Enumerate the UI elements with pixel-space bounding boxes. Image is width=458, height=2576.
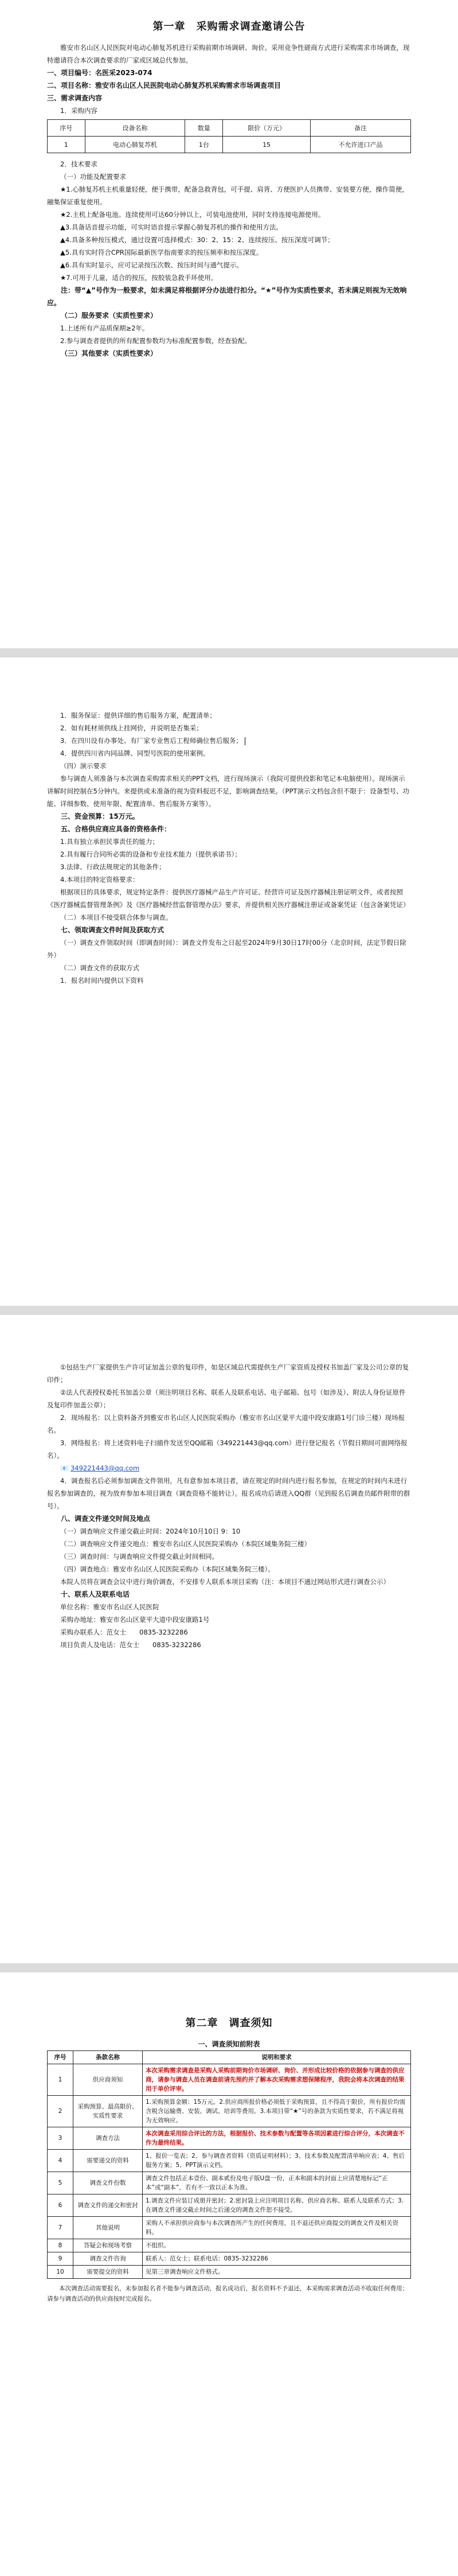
table-cell: 调查文件份数 xyxy=(73,2172,143,2194)
table-row xyxy=(48,2064,411,2096)
table-cell: 8 xyxy=(48,2239,73,2252)
list-item: ▲6.具有实时显示，应可记录按压次数、按压时间与通气提示。 xyxy=(60,261,243,269)
table-cell: 1.采购预算金额：15万元。2.供应商所报价格必须低于采购预算，且不得高于限价，所有报价均需含税含运输费、安装、调试、培训等费用。3.本项目带“★”号的条款为实质性要求，若不满足将视为无效响应。 xyxy=(143,2096,411,2127)
list-item: （一）调查响应文件递交截止时间：2024年10月10日 9：10 xyxy=(60,1527,241,1535)
project-name: 二、项目名称：雅安市名山区人民医院电动心肺复苏机采购需求市场调查项目 xyxy=(47,81,281,90)
table-row xyxy=(48,2150,411,2172)
list-item: 2．如有耗材须供线上挂网价，并说明是否集采； xyxy=(60,724,203,732)
table-cell: 需要提交的资料 xyxy=(73,2266,143,2279)
list-item: ②法人代表授权委托书加盖公章（须注明项目名称、联系人及联系电话、电子邮箱、包号（如涉及）、附法人身份证原件及复印件加盖公章）； xyxy=(47,1388,406,1409)
list-item: （一）功能及配置要求 xyxy=(60,173,126,181)
list-item: ★1.心肺复苏机主机重量轻便，便于携带，配备急救背包，可手提、肩背、方便医护人员携带、安装要方便，操作简便，融集保证重复使用。 xyxy=(47,185,409,206)
table-header-cell: 备注 xyxy=(311,120,411,137)
table-header-cell: 限价（万元） xyxy=(223,120,311,137)
list-item: （二）调查文件的获取方式 xyxy=(60,964,139,972)
table-title: 一、调查须知前附表 xyxy=(198,2040,260,2048)
table-row xyxy=(48,2127,411,2150)
list-item: ①包括生产厂家提供生产许可证加盖公章的复印件，如是区域总代需提供生产厂家资质及授权书加盖厂家及公司公章的复印件； xyxy=(47,1363,409,1384)
document-page-4 xyxy=(0,1972,458,2576)
procurement-table xyxy=(47,119,411,153)
table-cell: 需要递交的资料 xyxy=(73,2150,143,2172)
table-header-row xyxy=(48,2051,411,2064)
section-heading: 十、联系人及联系电话 xyxy=(61,1590,130,1598)
footer-note: 本次调查活动需要报名，未参加报名者不能参与调查活动，报名成功后，报名资料不予退还，本采购需求调查活动不收取任何费用；请参与调查活动的供应商按时完成报名。 xyxy=(47,2285,408,2302)
list-item: （二）本项目不接受联合体参与调查。 xyxy=(60,913,173,921)
intro-paragraph: 雅安市名山区人民医院对电动心肺复苏机进行采购前期市场调研、询价。采用竞争性磋商方式进行采购需求市场调查，现特邀请符合本次调查要求的厂家或区域总代参加。 xyxy=(47,44,410,64)
table-cell: 1、报价一览表；2、参与调查者资料（资质证明材料）；3、技术参数及配置清单响应表；4、售后服务方案；5、PPT演示文档。 xyxy=(143,2150,411,2172)
list-item: （三）调查时间：与调查响应文件提交截止时间相同。 xyxy=(60,1552,218,1561)
section-heading: 七、领取调查文件时间及获取方式 xyxy=(61,926,165,934)
list-item: 3.法律、行政法规规定的其他条件； xyxy=(60,863,166,871)
table-cell: 5 xyxy=(48,2172,73,2194)
demo-paragraph: 参与调查人须准备与本次调查采购需求相关的PPT文档，进行现场演示（我院可提供投影和笔记本电脑使用）。现场演示讲解时间控制在5分钟内。来提供或未准备的视为资料报迟不足，影响调查结果。（PPT演示文档包含但不限于：设备型号、功能、详细参数、使用年限、配置清单、售后服务方案等）。 xyxy=(47,775,409,808)
table-row xyxy=(48,2239,411,2252)
section-heading: 八、调查文件递交时间及地点 xyxy=(61,1515,151,1523)
list-item: 1．服务保证：提供详细的售后服务方案，配置清单； xyxy=(60,711,216,719)
table-cell: 调查文件包括正本壹份、副本贰份及电子版U盘一份，正本和副本的封面上应清楚地标记“正本”或“副本”，若有不一致以正本为准。 xyxy=(143,2172,411,2194)
table-cell: 1 xyxy=(48,137,85,153)
table-cell: 调查文件的递交和密封 xyxy=(73,2194,143,2217)
table-cell: 调查方法 xyxy=(73,2127,143,2150)
subsection-heading: （三）其他要求（实质性要求） xyxy=(61,349,158,357)
table-header-cell: 条款名称 xyxy=(73,2051,143,2064)
document-page-3 xyxy=(0,1315,458,1963)
requirement-note: 注：带“▲”号作为一般要求，如未满足将根据评分办法进行扣分。“★”号作为实质性要求，若未满足则视为无效响应。 xyxy=(47,286,407,307)
list-item: 4.本项目的特定资格要求： xyxy=(60,875,139,884)
table-cell: 15 xyxy=(223,137,311,153)
list-item: 1.上述所有产品质保期≥2年。 xyxy=(60,324,149,332)
table-cell: 采购预算、最高限价、实质性要求 xyxy=(73,2096,143,2127)
table-cell: 4 xyxy=(48,2150,73,2172)
table-row xyxy=(48,2096,411,2127)
table-cell: 答疑会和现场考察 xyxy=(73,2239,143,2252)
list-item: 1.具有独立承担民事责任的能力； xyxy=(60,838,159,846)
qualification-paragraph: 根据项目的具体要求，规定特定条件：提供医疗器械产品生产许可证、经营许可证及医疗器械注册证明文件，或者按照《医疗器械监督管理条例》及《医疗器械经营监督管理办法》要求，并提供相关医疗器械注册证或备案凭证（包含备案凭证） xyxy=(47,888,410,909)
table-header-cell: 设备名称 xyxy=(85,120,185,137)
table-cell: 9 xyxy=(48,2252,73,2266)
list-item-text: 3．在四川设有办事处、有厂家专业售后工程师确位售后服务； xyxy=(60,737,242,745)
table-cell: 7 xyxy=(48,2217,73,2239)
table-row xyxy=(48,2252,411,2266)
list-item: 2.具有履行合同所必需的设备和专业技术能力（提供承诺书）； xyxy=(60,850,241,858)
list-item: 3．网络报名：将上述资料电子扫描件发送至QQ邮箱（349221443@qq.com）进行登记报名（节假日期间可面网络报名）。 xyxy=(47,1439,408,1460)
subsection-heading: 1．采购内容 xyxy=(60,107,97,115)
list-item: ★2.主机上配备电池。连续使用可达60分钟以上，可装电池使用，同时支持连接电源使用。 xyxy=(60,211,325,219)
contact-line: 单位名称：雅安市名山区人民医院 xyxy=(60,1603,159,1611)
table-cell: 电动心肺复苏机 xyxy=(85,137,185,153)
subsection-heading: （二）服务要求（实质性要求） xyxy=(61,312,158,320)
subsection-heading: 2．技术要求 xyxy=(60,160,97,168)
table-cell: 采购人不承担供应商参与本次调查所产生的任何费用，且不退还供应商提交的调查文件及相关资料。 xyxy=(143,2217,411,2239)
list-item: （四）调查地点：雅安市名山区人民医院采购办（本院区域集务院三楼）。 xyxy=(60,1565,275,1573)
table-cell: 见第三章调查响应文件格式。 xyxy=(143,2266,411,2279)
table-cell: 联系人：范女士；联系电话：0835-3232286 xyxy=(143,2252,411,2266)
list-item: ▲4.具备多种按压模式，通过设置可选择模式：30：2、15：2、连续按压、按压深度可调节； xyxy=(60,236,334,244)
project-number: 一、项目编号：名医采2023-074 xyxy=(47,69,152,77)
table-row xyxy=(48,2266,411,2279)
table-cell: 不允许进口产品 xyxy=(311,137,411,153)
subsection-heading: （四）演示要求 xyxy=(60,762,107,770)
table-header-cell: 数量 xyxy=(185,120,223,137)
table-header-cell: 说明和要求 xyxy=(143,2051,411,2064)
table-cell: 3 xyxy=(48,2127,73,2150)
document-page-1 xyxy=(0,0,458,648)
registration-paragraph: 4．调查报名后必须参加调查文件领用，凡有意参加本项目者，请在规定的时间内进行报名参加，在规定的时间内未进行报名参加调查的，视为放弃参加本项目调查（调查资格不能转让）。报名成功后请进入QQ群（见到报名后调查员邮件附带的群号）。 xyxy=(47,1477,410,1510)
list-item: ★7.可用于儿童，适合的按压，按胶装急救手环使用。 xyxy=(60,274,218,282)
table-cell: 本次调查采用综合评比的方法，根据报价、技术参数与配置等各项因素进行综合评分，本次调查不作为最终结果。 xyxy=(143,2127,411,2150)
section-heading: 五、合格供应商应具备的资格条件： xyxy=(61,825,171,833)
contact-line: 采购办地址：雅安市名山区蒙平大道中段安康路1号 xyxy=(60,1616,210,1624)
table-header-cell: 序号 xyxy=(48,2051,73,2064)
list-item: 4．提供四川省内同品牌、同型号医院的使用案例。 xyxy=(60,749,210,757)
email-link[interactable]: 349221443@qq.com xyxy=(70,1464,140,1472)
table-cell: 1台 xyxy=(185,137,223,153)
table-cell: 其他说明 xyxy=(73,2217,143,2239)
table-cell: 调查文件咨询 xyxy=(73,2252,143,2266)
table-row xyxy=(48,2194,411,2217)
table-cell: 供应商须知 xyxy=(73,2064,143,2096)
table-cell: 10 xyxy=(48,2266,73,2279)
chapter-title: 第二章 调查须知 xyxy=(185,2017,273,2029)
contact-line: 采购办联系人：范女士 0835-3232286 xyxy=(60,1628,188,1636)
list-item: 2.参与调查者提供的所有配置参数均为标准配置参数，经查验配。 xyxy=(60,337,251,345)
budget-heading: 三、资金预算：15万元。 xyxy=(61,812,139,820)
table-cell: 不组织。 xyxy=(143,2239,411,2252)
list-item: ▲3.具备话音提示功能，可实时语音提示掌握心肺复苏机的操作和使用方法。 xyxy=(60,223,283,231)
notice-paragraph: 本院人员将在调查会议中进行询价调查，不安排专人联系本项目采购（注：本项目不通过网站形式进行调查公示） xyxy=(60,1578,390,1586)
chapter-title: 第一章 采购需求调查邀请公告 xyxy=(152,21,306,33)
table-row xyxy=(48,137,411,153)
notice-table xyxy=(47,2050,411,2279)
section-heading: 三、需求调查内容 xyxy=(47,94,103,102)
table-row xyxy=(48,2172,411,2194)
table-cell: 1.调查文件应装订成册并密封；2.密封袋上应注明项目名称、供应商名称、联系人及联系方式；3.在调查文件递交截止时间之后递交的调查文件恕不接受。 xyxy=(143,2194,411,2217)
list-item: （二）调查响应文件递交地点：雅安市名山区人民医院采购办（本院区域集务院三楼） xyxy=(60,1540,311,1548)
table-header-row xyxy=(48,120,411,137)
email-line: 📧 349221443@qq.com xyxy=(60,1464,140,1472)
contact-line: 项目负责人及电话：范女士 0835-3232286 xyxy=(60,1641,201,1649)
table-cell: 2 xyxy=(48,2096,73,2127)
table-cell: 1 xyxy=(48,2064,73,2096)
document-page-2 xyxy=(0,657,458,1306)
table-row xyxy=(48,2217,411,2239)
timeline-paragraph: （一）调查文件领取时间（即调查时间）：调查文件发布之日起至2024年9月30日17时00分（北京时间，法定节假日除外） xyxy=(47,939,406,959)
list-item: 1．报名时间内提供以下资料 xyxy=(60,976,144,985)
list-item: ▲5.具有实时符合CPR国际最新医学指南要求的按压频率和按压深度。 xyxy=(60,248,263,256)
table-cell: 本次采购需求调查是采购人采购前期询价市场调研、询价、并形成比较价格的依据参与调查的供应商，请参与调查人员在调查前请先预约并了解本次采购需求想保障程序，我院会将本次调查的结果用于单价评审。 xyxy=(143,2064,411,2096)
list-item xyxy=(47,734,411,747)
table-cell: 6 xyxy=(48,2194,73,2217)
list-item: 2．现场报名：以上资料备齐到雅安市名山区人民医院采购办（雅安市名山区蒙平大道中段安康路1号门诊三楼）现场报名。 xyxy=(47,1414,405,1434)
table-header-cell: 序号 xyxy=(48,120,85,137)
